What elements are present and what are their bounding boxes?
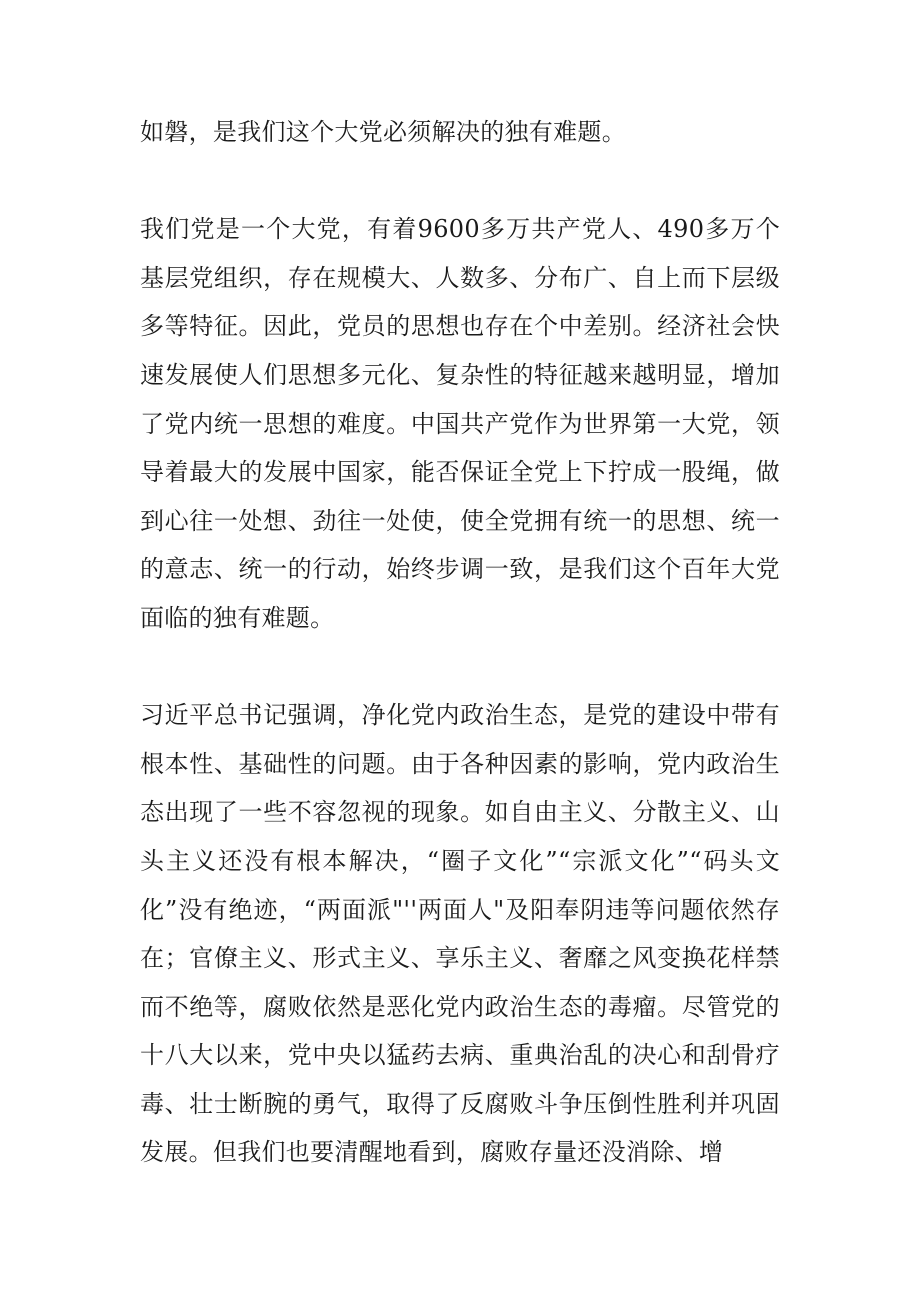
paragraph-continuation: 如磐，是我们这个大党必须解决的独有难题。: [140, 118, 626, 146]
document-body: [140, 108, 780, 1177]
paragraph-political-ecology: 习近平总书记强调，净化党内政治生态，是党的建设中带有根本性、基础性的问题。由于各种因素的影响，党内政治生态出现了一些不容忽视的现象。如自由主义、分散主义、山头主义还没有根本解决，“圈子文化”“宗派文化”“码头文化”没有绝迹，“两面派"''两面人"及阳奉阴违等问题依然存在；官僚主义、形式主义、享乐主义、奢靡之风变换花样禁而不绝等，腐败依然是恶化党内政治生态的毒瘤。尽管党的十八大以来，党中央以猛药去病、重典治乱的决心和刮骨疗毒、壮士断腕的勇气，取得了反腐败斗争压倒性胜利并巩固发展。但我们也要清醒地看到，腐败存量还没消除、增: [140, 701, 780, 1167]
paragraph-party-scale: 我们党是一个大党，有着9600多万共产党人、490多万个基层党组织，存在规模大、人数多、分布广、自上而下层级多等特征。因此，党员的思想也存在个中差别。经济社会快速发展使人们思想多元化、复杂性的特征越来越明显，增加了党内统一思想的难度。中国共产党作为世界第一大党，领导着最大的发展中国家，能否保证全党上下拧成一股绳，做到心往一处想、劲往一处使，使全党拥有统一的思想、统一的意志、统一的行动，始终步调一致，是我们这个百年大党面临的独有难题。: [140, 215, 780, 632]
